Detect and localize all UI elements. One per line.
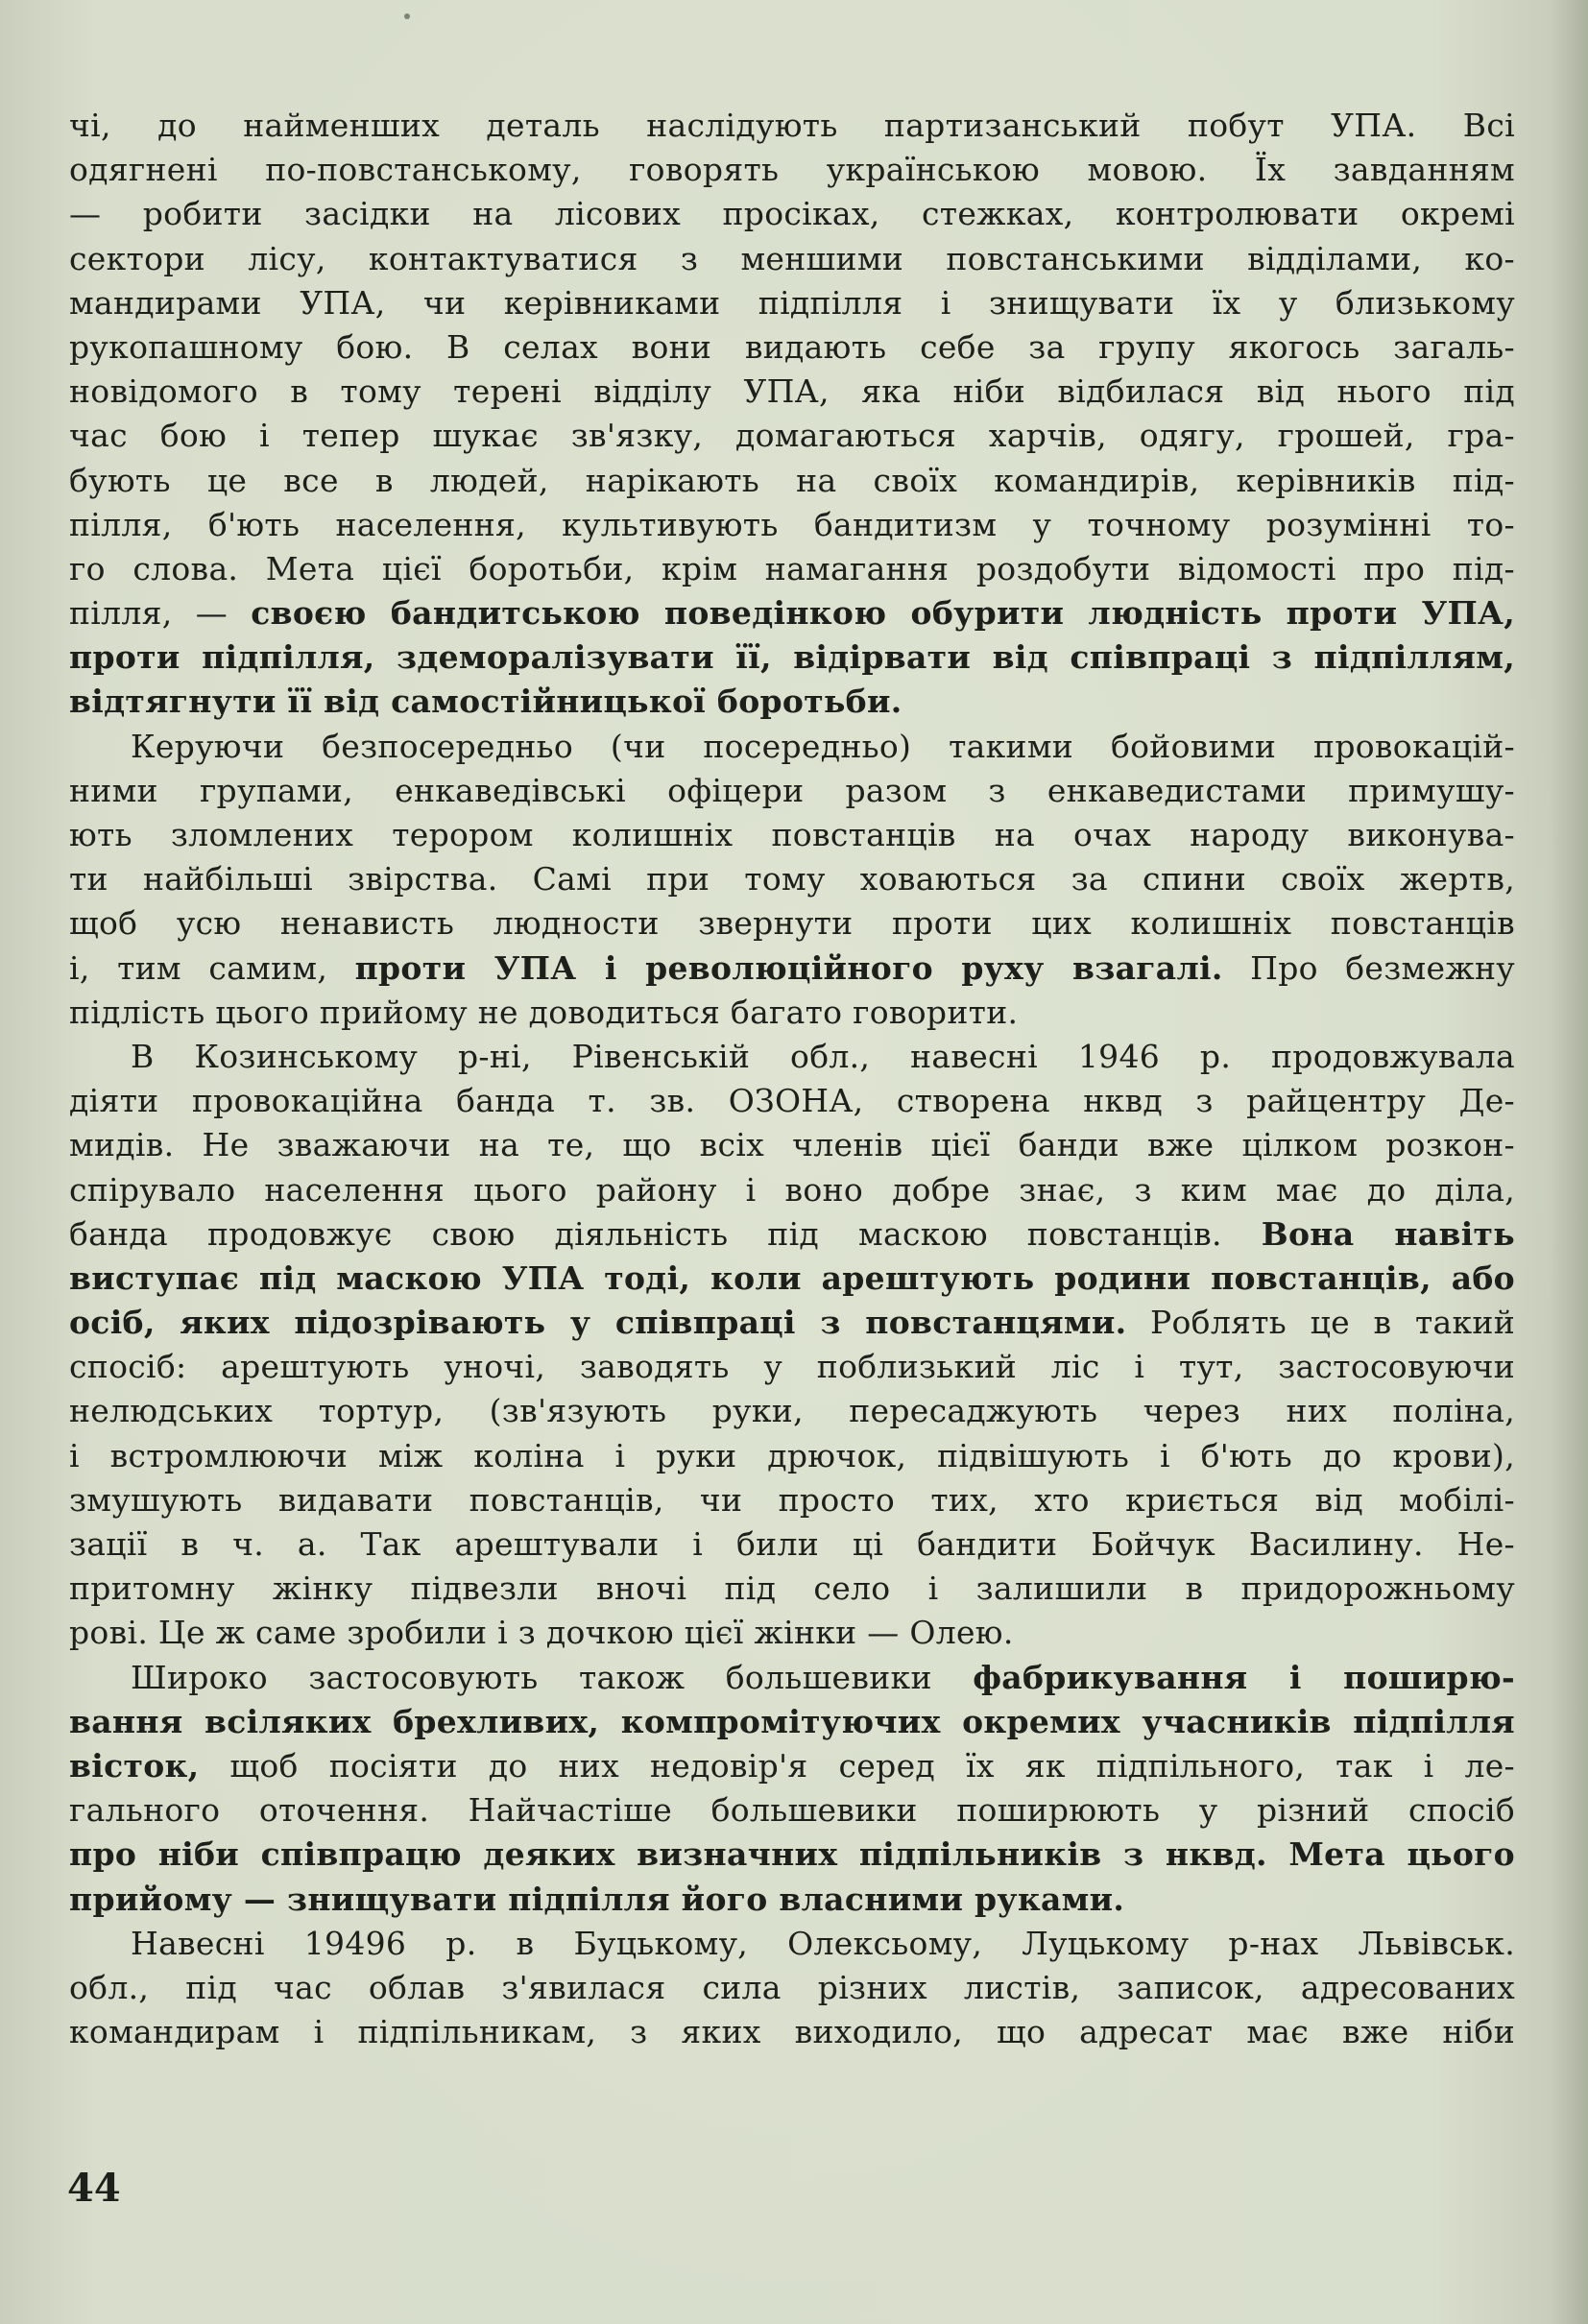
text-line-6: рукопашному бою. В селах вони видають себе за групу якогось загаль- bbox=[69, 327, 1515, 366]
text-line-38: вісток, щоб посіяти до них недовір'я серед їх як підпільного, так і ле- bbox=[69, 1746, 1515, 1785]
text-line-3: — робити засідки на лісових просіках, стежках, контролювати окремі bbox=[69, 195, 1515, 233]
text-line-16: ними групами, енкаведівські офіцери разом з енкаведистами примушу- bbox=[69, 771, 1515, 809]
text-line-5: мандирами УПА, чи керівниками підпілля і знищувати їх у близькому bbox=[69, 283, 1515, 322]
text-line-15: Керуючи безпосередньо (чи посередньо) такими бойовими провокацій- bbox=[131, 727, 1515, 765]
text-line-42: Навесні 19496 р. в Буцькому, Олексьому, Луцькому р-нах Львівськ. bbox=[131, 1924, 1515, 1962]
text-line-21: підлість цього прийому не доводиться багато говорити. bbox=[69, 993, 1019, 1031]
page-binding-shadow bbox=[1550, 0, 1588, 2324]
text-line-11: го слова. Мета цієї боротьби, крім намагання роздобути відомості про під- bbox=[69, 549, 1515, 587]
text-line-4: сектори лісу, контактуватися з меншими повстанськими відділами, ко- bbox=[69, 239, 1515, 277]
text-line-34: притомну жінку підвезли вночі під село і залишили в придорожньому bbox=[69, 1569, 1515, 1608]
text-line-39: гального оточення. Найчастіше большевики поширюють у різний спосіб bbox=[69, 1791, 1515, 1830]
text-line-17: ють зломлених терором колишніх повстанців на очах народу виконува- bbox=[69, 816, 1515, 853]
text-line-10: пілля, б'ють населення, культивують бандитизм у точному розумінні то- bbox=[69, 505, 1515, 543]
text-line-23: діяти провокаційна банда т. зв. ОЗОНА, створена нквд з райцентру Де- bbox=[69, 1082, 1515, 1120]
text-line-32: змушують видавати повстанців, чи просто тих, хто криється від мобілі- bbox=[69, 1480, 1515, 1519]
text-line-24: мидів. Не зважаючи на те, що всіх членів цієї банди вже цілком розкон- bbox=[69, 1126, 1515, 1164]
text-line-36: Широко застосовують також большевики фабрикування і поширю- bbox=[131, 1658, 1515, 1696]
text-line-1: чі, до найменших деталь наслідують партизанський побут УПА. Всі bbox=[69, 107, 1515, 144]
body-text bbox=[69, 104, 1515, 2054]
text-line-30: нелюдських тортур, (зв'язують руки, пересаджують через них поліна, bbox=[69, 1392, 1515, 1430]
text-line-29: спосіб: арештують уночі, заводять у поблизький ліс і тут, застосовуючи bbox=[69, 1348, 1515, 1386]
text-line-22: В Козинському р-ні, Рівенській обл., навесні 1946 р. продовжувала bbox=[131, 1037, 1515, 1075]
text-line-31: і встромлюючи між коліна і руки дрючок, підвішують і б'ють до крови), bbox=[69, 1436, 1515, 1474]
text-line-41: прийому — знищувати підпілля його власними руками. bbox=[69, 1880, 1125, 1918]
text-line-19: щоб усю ненависть людности звернути проти цих колишніх повстанців bbox=[69, 904, 1515, 943]
text-line-35: рові. Це ж саме зробили і з дочкою цієї жінки — Олею. bbox=[69, 1614, 1014, 1652]
text-line-43: обл., під час облав з'явилася сила різних листів, записок, адресованих bbox=[69, 1968, 1515, 2006]
text-line-7: новідомого в тому терені відділу УПА, яка ніби відбилася від нього під bbox=[69, 372, 1515, 411]
text-line-13: проти підпілля, здеморалізувати її, відірвати від співпраці з підпіллям, bbox=[69, 638, 1515, 677]
text-line-37: вання всіляких брехливих, компромітуючих окремих учасників підпілля bbox=[69, 1702, 1515, 1740]
page-number: 44 bbox=[67, 2166, 121, 2211]
text-line-2: одягнені по-повстанському, говорять українською мовою. Їх завданням bbox=[69, 151, 1515, 189]
paper-speck bbox=[404, 13, 410, 19]
text-line-8: час бою і тепер шукає зв'язку, домагаються харчів, одягу, грошей, гра- bbox=[69, 417, 1515, 455]
text-line-9: бують це все в людей, нарікають на своїх командирів, керівників під- bbox=[69, 461, 1515, 499]
text-line-33: зації в ч. а. Так арештували і били ці бандити Бойчук Василину. Не- bbox=[69, 1525, 1515, 1563]
text-line-28: осіб, яких підозрівають у співпраці з повстанцями. Роблять це в такий bbox=[69, 1304, 1515, 1342]
text-line-40: про ніби співпрацю деяких визначних підпільників з нквд. Мета цього bbox=[69, 1835, 1515, 1874]
text-line-20: і, тим самим, проти УПА і революційного руху взагалі. Про безмежну bbox=[69, 948, 1515, 987]
text-line-25: спірувало населення цього району і воно добре знає, з ким має до діла, bbox=[69, 1170, 1515, 1209]
text-line-14: відтягнути її від самостійницької боротьби. bbox=[69, 683, 902, 721]
text-line-27: виступає під маскою УПА тоді, коли арештують родини повстанців, або bbox=[69, 1258, 1515, 1297]
text-line-44: командирам і підпільникам, з яких виходило, що адресат має вже ніби bbox=[69, 2013, 1515, 2051]
text-line-18: ти найбільші звірства. Самі при тому ховаються за спини своїх жертв, bbox=[69, 860, 1515, 898]
text-line-26: банда продовжує свою діяльність під маскою повстанців. Вона навіть bbox=[69, 1214, 1516, 1253]
text-line-12: пілля, — своєю бандитською поведінкою обурити людність проти УПА, bbox=[69, 594, 1516, 633]
